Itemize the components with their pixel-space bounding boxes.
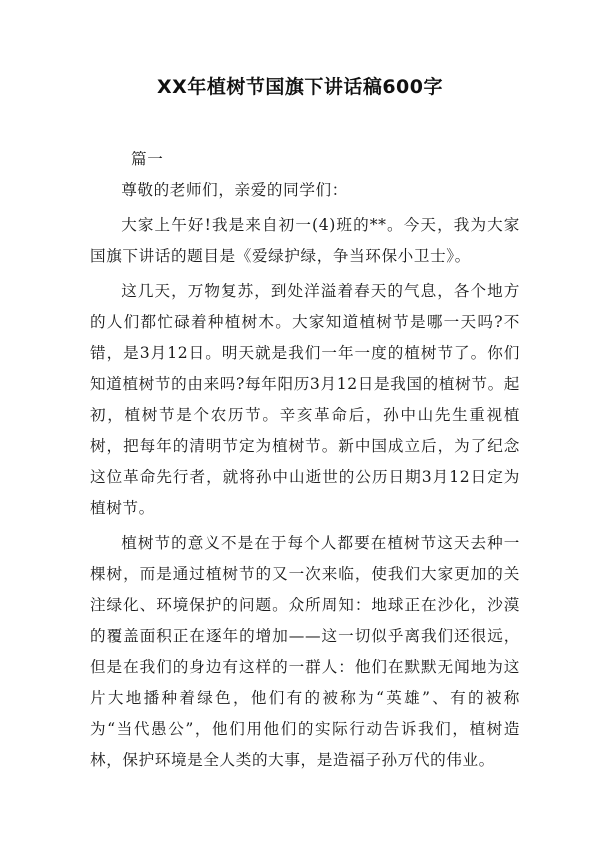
section-label: 篇一	[131, 150, 164, 168]
paragraph-introduction: 大家上午好!我是来自初一(4)班的**。今天，我为大家国旗下讲话的题目是《爱绿护绿，争当环保小卫士》。	[90, 216, 520, 265]
paragraph-greeting: 尊敬的老师们，亲爱的同学们：	[121, 181, 348, 199]
paragraph-arbor-day-meaning: 植树节的意义不是在于每个人都要在植树节这天去种一棵树，而是通过植树节的又一次来临，使我们大家更加的关注绿化、环境保护的问题。众所周知：地球正在沙化，沙漠的覆盖面积正在逐年的增加——这一切似乎离我们还很远，但是在我们的身边有这样的一群人：他们在默默无闻地为这片大地播种着绿色，他们有的被称为“英雄”、有的被称为“当代愚公”，他们用他们的实际行动告诉我们，植树造林，保护环境是全人类的大事，是造福子孙万代的伟业。	[90, 534, 520, 769]
document-body	[90, 144, 520, 776]
paragraph-arbor-day-origin: 这几天，万物复苏，到处洋溢着春天的气息，各个地方的人们都忙碌着种植树木。大家知道植树节是哪一天吗?不错，是3月12日。明天就是我们一年一度的植树节了。你们知道植树节的由来吗?每年阳历3月12日是我国的植树节。起初，植树节是个农历节。辛亥革命后，孙中山先生重视植树，把每年的清明节定为植树节。新中国成立后，为了纪念这位革命先行者，就将孙中山逝世的公历日期3月12日定为植树节。	[90, 282, 520, 517]
document-title: XX年植树节国旗下讲话稿600字	[157, 76, 443, 98]
